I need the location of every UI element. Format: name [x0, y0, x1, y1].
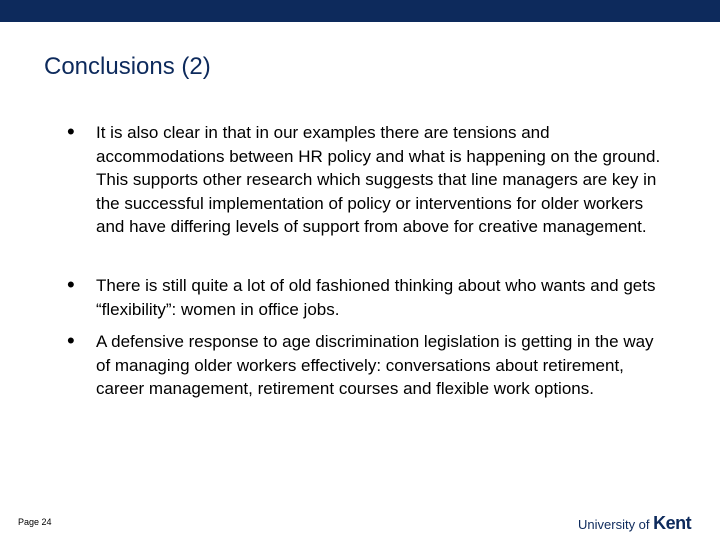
slide-title: Conclusions (2) — [44, 53, 211, 80]
bullet-marker: • — [67, 328, 75, 353]
bullet-marker: • — [67, 119, 75, 144]
bullet-item — [67, 272, 661, 321]
header-bar — [0, 0, 720, 22]
bullet-text: There is still quite a lot of old fashioned thinking about who wants and gets “flexibility”: women in office jobs. — [96, 276, 656, 319]
logo-name: Kent — [653, 513, 692, 533]
university-logo — [578, 511, 691, 535]
logo-prefix: University of — [578, 517, 654, 532]
bullet-text: A defensive response to age discrimination legislation is getting in the way of managing older workers effectively: conversations about retirement, career management, retirement courses and flexible work options. — [96, 332, 654, 398]
bullet-marker: • — [67, 272, 75, 297]
page-number: Page 24 — [18, 517, 52, 527]
bullet-item — [67, 328, 661, 401]
bullet-item — [67, 119, 661, 239]
bullet-text: It is also clear in that in our examples there are tensions and accommodations between HR policy and what is happening on the ground. This supports other research which suggests that line managers are key in the successful implementation of policy or interventions for older workers and have differing levels of support from above for creative management. — [96, 123, 661, 236]
